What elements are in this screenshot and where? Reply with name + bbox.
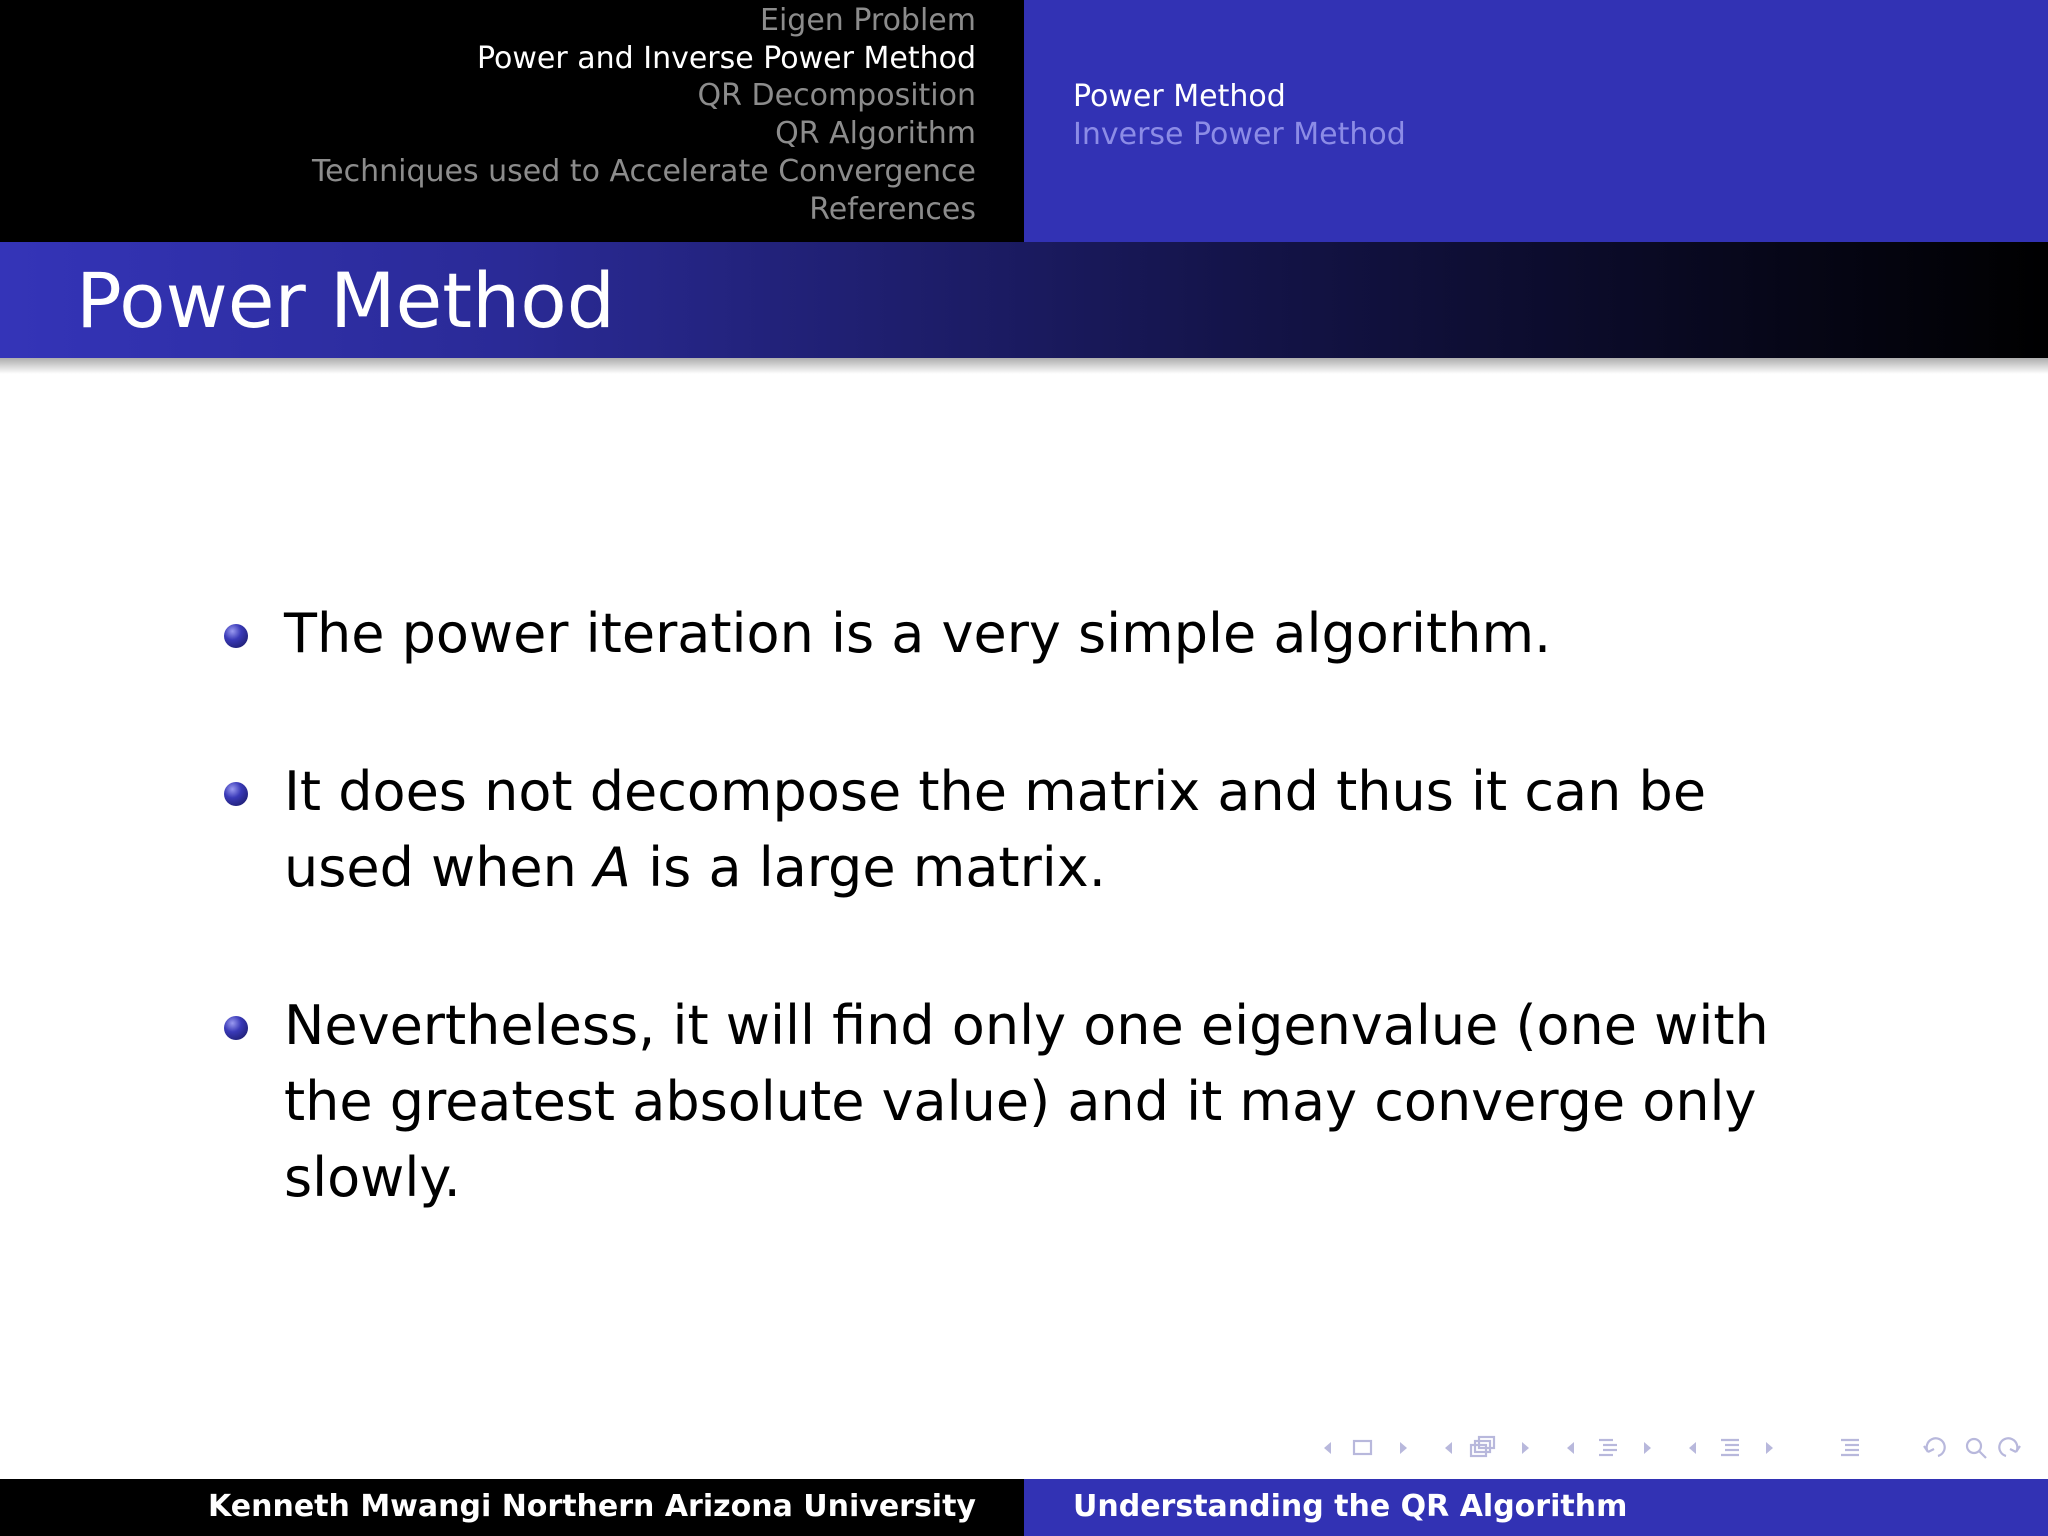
header-subsections-panel [1024, 0, 2048, 242]
section-item-power-and-inverse-power-method[interactable]: Power and Inverse Power Method [477, 40, 976, 76]
document-icon[interactable] [1841, 1440, 1859, 1455]
bullet-text: The power iteration is a very simple algorithm. [284, 602, 1552, 665]
section-item-references[interactable]: References [809, 191, 976, 227]
header-sections-panel [0, 0, 1024, 242]
frame-title: Power Method [76, 256, 615, 345]
math-variable: A [594, 836, 631, 899]
search-icon[interactable] [1967, 1439, 1986, 1458]
forward-icon[interactable] [1999, 1438, 2020, 1456]
subsection-nav [1073, 78, 1406, 153]
section-item-qr-algorithm[interactable]: QR Algorithm [775, 116, 976, 152]
bullet-text: Nevertheless, it will find only one eigenvalue (one with the greatest absolute value) and it may converge only slowly. [284, 994, 1769, 1209]
bullet-ball-icon [224, 624, 248, 648]
section-nav [312, 2, 976, 228]
back-icon[interactable] [1924, 1438, 1945, 1456]
next-frame-arrow-icon[interactable] [1522, 1442, 1529, 1454]
subsection-item-power-method[interactable]: Power Method [1073, 79, 1286, 114]
next-slide-arrow-icon[interactable] [1400, 1442, 1407, 1454]
bullet-item [222, 988, 1842, 1216]
prev-frame-arrow-icon[interactable] [1445, 1442, 1452, 1454]
bullet-item [222, 596, 1842, 672]
prev-section-arrow-icon[interactable] [1689, 1442, 1696, 1454]
footer-author-institution: Kenneth Mwangi Northern Arizona University [208, 1489, 976, 1524]
bullet-item [222, 754, 1842, 906]
subsection-icon[interactable] [1599, 1440, 1617, 1455]
section-item-eigen-problem[interactable]: Eigen Problem [760, 3, 976, 38]
frame-title-bar [0, 242, 2048, 358]
bullet-ball-icon [224, 782, 248, 806]
footer-short-title: Understanding the QR Algorithm [1073, 1489, 1628, 1524]
prev-slide-arrow-icon[interactable] [1324, 1442, 1331, 1454]
title-shadow [0, 358, 2048, 374]
section-item-qr-decomposition[interactable]: QR Decomposition [697, 78, 976, 114]
next-subsection-arrow-icon[interactable] [1644, 1442, 1651, 1454]
footer-author-panel [0, 1479, 1024, 1536]
subsection-item-inverse-power-method[interactable]: Inverse Power Method [1073, 116, 1406, 152]
section-icon[interactable] [1721, 1440, 1739, 1455]
navigation-symbols [1316, 1434, 2036, 1462]
footer-title-panel [1024, 1479, 2048, 1536]
bullet-list [222, 596, 1842, 1216]
next-section-arrow-icon[interactable] [1766, 1442, 1773, 1454]
prev-subsection-arrow-icon[interactable] [1567, 1442, 1574, 1454]
frame-icon[interactable] [1471, 1437, 1494, 1456]
section-item-techniques[interactable]: Techniques used to Accelerate Convergence [311, 153, 976, 189]
slide-icon[interactable] [1354, 1441, 1371, 1454]
bullet-text: It does not decompose the matrix and thus it can be used when [284, 760, 1707, 899]
header [0, 0, 2048, 242]
bullet-text-continued: is a large matrix. [630, 836, 1106, 899]
bullet-ball-icon [224, 1016, 248, 1040]
